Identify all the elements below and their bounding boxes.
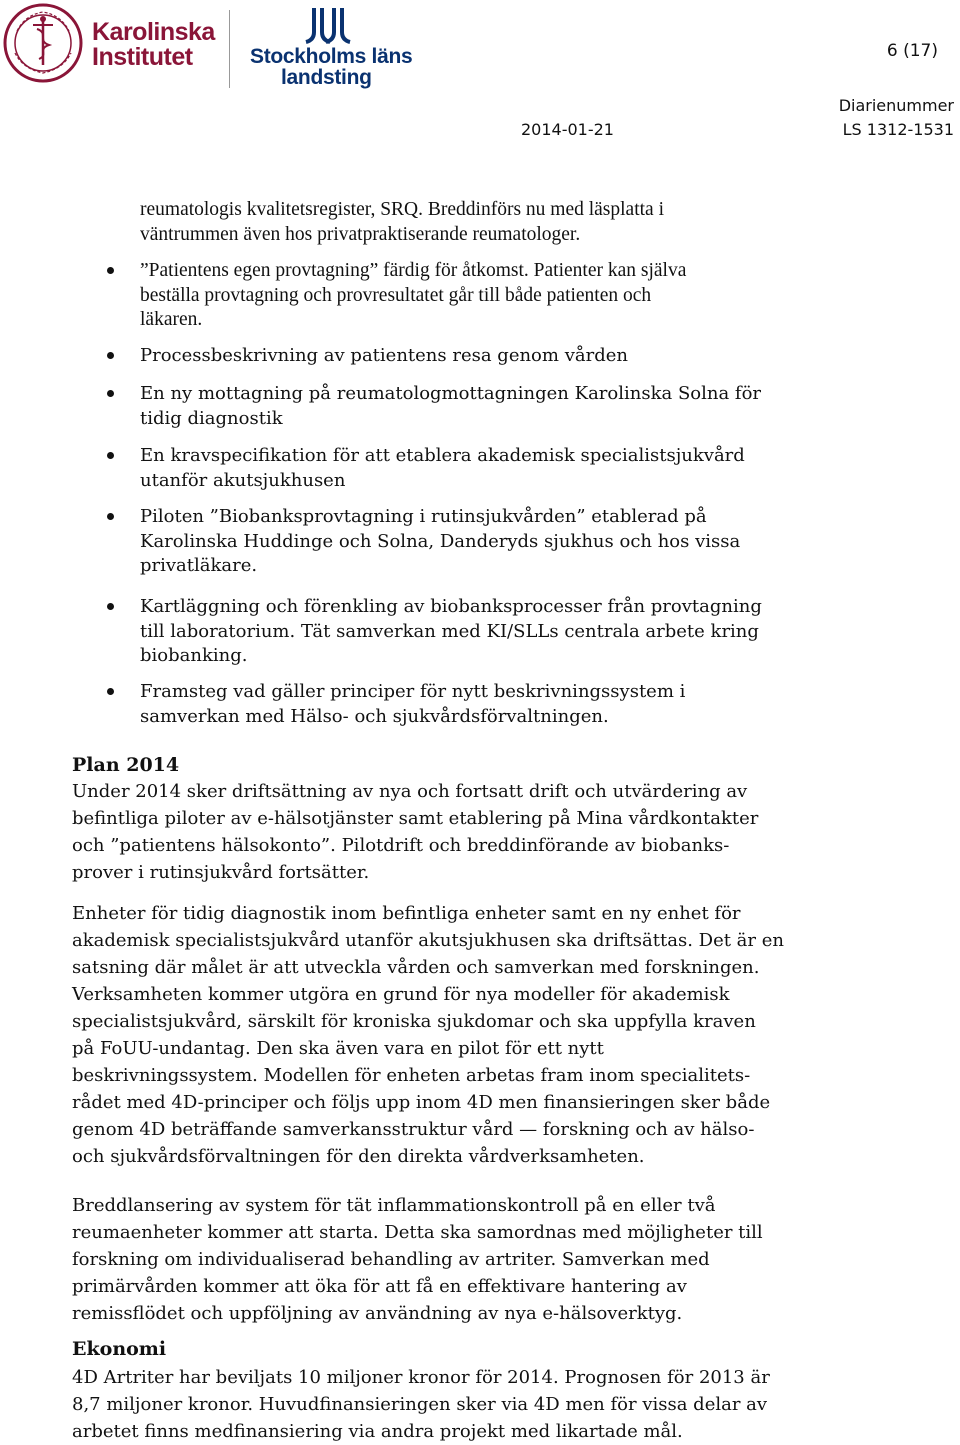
diarienummer-label: Diarienummer bbox=[838, 96, 954, 115]
list-item-line: reumatologis kvalitetsregister, SRQ. Breddinförs nu med läsplatta i bbox=[140, 199, 664, 220]
list-item bbox=[140, 259, 820, 333]
list-item-line: samverkan med Hälso- och sjukvårdsförvaltningen. bbox=[140, 705, 609, 727]
paragraph-line: och sjukvårdsförvaltningen för den direkta vårdverksamheten. bbox=[72, 1146, 645, 1167]
paragraph-line: och ”patientens hälsokonto”. Pilotdrift och breddinförande av biobanks- bbox=[72, 835, 730, 856]
karolinska-logo-text bbox=[92, 20, 215, 70]
list-item-line: Framsteg vad gäller principer för nytt beskrivningssystem i bbox=[140, 681, 686, 702]
page-number: 6 (17) bbox=[886, 41, 938, 61]
ekonomi-heading: Ekonomi bbox=[72, 1338, 167, 1360]
sll-name-line2: landsting bbox=[281, 66, 372, 89]
list-item-line: biobanking. bbox=[140, 645, 248, 666]
list-item-line: Kartläggning och förenkling av biobanksprocesser från provtagning bbox=[140, 596, 762, 617]
logo-divider bbox=[229, 10, 230, 88]
list-item-line: En ny mottagning på reumatologmottagningen Karolinska Solna för bbox=[140, 383, 762, 404]
bullet-icon bbox=[107, 352, 114, 359]
list-item-line: utanför akutsjukhusen bbox=[140, 469, 346, 491]
list-item-line: väntrummen även hos privatpraktiserande reumatologer. bbox=[140, 223, 581, 245]
paragraph-line: 8,7 miljoner kronor. Huvudfinansieringen sker via 4D men för vissa delar av bbox=[72, 1394, 768, 1415]
list-item bbox=[140, 382, 820, 431]
paragraph-line: rådet med 4D-principer och följs upp inom 4D men finansieringen sker både bbox=[72, 1092, 771, 1113]
ki-name-line1: Karolinska bbox=[92, 18, 215, 46]
paragraph-line: primärvården kommer att öka för att få en effektivare hantering av bbox=[72, 1276, 687, 1297]
paragraph-line: Breddlansering av system för tät inflammationskontroll på en eller två bbox=[72, 1195, 716, 1216]
sll-logo-text bbox=[250, 46, 412, 88]
plan-paragraph-1 bbox=[72, 778, 812, 886]
paragraph-line: remissflödet och uppföljning av användning av nya e-hälsoverktyg. bbox=[72, 1303, 683, 1324]
list-item-line: till laboratorium. Tät samverkan med KI/SLLs centrala arbete kring bbox=[140, 620, 759, 642]
list-item bbox=[140, 198, 820, 247]
ki-name-line2: Institutet bbox=[92, 43, 193, 71]
paragraph-line: reumaenheter kommer att starta. Detta ska samordnas med möjligheter till bbox=[72, 1222, 763, 1243]
bullet-icon bbox=[107, 603, 114, 610]
list-item-line: tidig diagnostik bbox=[140, 407, 283, 429]
plan-paragraph-2 bbox=[72, 900, 812, 1170]
paragraph-line: Verksamheten kommer utgöra en grund för nya modeller för akademisk bbox=[72, 984, 730, 1005]
list-item bbox=[140, 505, 820, 579]
list-item-line: läkaren. bbox=[140, 309, 203, 330]
paragraph-line: satsning där målet är att utveckla vården och samverkan med forskningen. bbox=[72, 957, 760, 978]
bullet-icon bbox=[107, 688, 114, 695]
ekonomi-paragraph bbox=[72, 1364, 812, 1445]
karolinska-seal-icon bbox=[3, 3, 83, 83]
list-item-line: Karolinska Huddinge och Solna, Danderyds sjukhus och hos vissa bbox=[140, 530, 741, 552]
list-item-line: En kravspecifikation för att etablera akademisk specialistsjukvård bbox=[140, 445, 745, 466]
plan-paragraph-3 bbox=[72, 1192, 812, 1327]
list-item-line: Processbeskrivning av patientens resa genom vården bbox=[140, 345, 628, 366]
paragraph-line: 4D Artriter har beviljats 10 miljoner kronor för 2014. Prognosen för 2013 är bbox=[72, 1367, 770, 1388]
paragraph-line: forskning om individualiserad behandling av artriter. Samverkan med bbox=[72, 1249, 710, 1270]
paragraph-line: specialistsjukvård, särskilt för kroniska sjukdomar och ska uppfylla kraven bbox=[72, 1011, 756, 1032]
document-date: 2014-01-21 bbox=[521, 120, 614, 139]
page-header bbox=[0, 0, 960, 150]
sll-name-line1: Stockholms läns bbox=[250, 45, 413, 68]
bullet-icon bbox=[107, 267, 114, 274]
list-item bbox=[140, 344, 820, 369]
paragraph-line: befintliga piloter av e-hälsotjänster samt etablering på Mina vårdkontakter bbox=[72, 808, 759, 829]
paragraph-line: Under 2014 sker driftsättning av nya och fortsatt drift och utvärdering av bbox=[72, 781, 748, 802]
bullet-icon bbox=[107, 390, 114, 397]
paragraph-line: på FoUU-undantag. Den ska även vara en pilot för ett nytt bbox=[72, 1038, 604, 1059]
list-item-line: Piloten ”Biobanksprovtagning i rutinsjukvården” etablerad på bbox=[140, 506, 707, 527]
list-item-line: ”Patientens egen provtagning” färdig för åtkomst. Patienter kan själva bbox=[140, 260, 687, 281]
paragraph-line: arbetet finns medfinansiering via andra projekt med likartade mål. bbox=[72, 1421, 683, 1442]
list-item-line: privatläkare. bbox=[140, 555, 258, 576]
diarienummer-value: LS 1312-1531 bbox=[842, 120, 954, 139]
list-item bbox=[140, 680, 820, 729]
bullet-icon bbox=[107, 513, 114, 520]
paragraph-line: prover i rutinsjukvård fortsätter. bbox=[72, 862, 370, 883]
list-item bbox=[140, 444, 820, 493]
paragraph-line: akademisk specialistsjukvård utanför akutsjukhusen ska driftsättas. Det är en bbox=[72, 930, 784, 951]
list-item-line: beställa provtagning och provresultatet går till både patienten och bbox=[140, 284, 652, 306]
paragraph-line: Enheter för tidig diagnostik inom befintliga enheter samt en ny enhet för bbox=[72, 903, 741, 924]
paragraph-line: genom 4D beträffande samverkansstruktur vård — forskning och av hälso- bbox=[72, 1119, 755, 1140]
paragraph-line: beskrivningssystem. Modellen för enheten arbetas fram inom specialitets- bbox=[72, 1065, 751, 1086]
bullet-icon bbox=[107, 452, 114, 459]
sll-logo-mark-icon bbox=[300, 6, 356, 46]
plan-heading: Plan 2014 bbox=[72, 754, 180, 776]
list-item bbox=[140, 595, 820, 669]
